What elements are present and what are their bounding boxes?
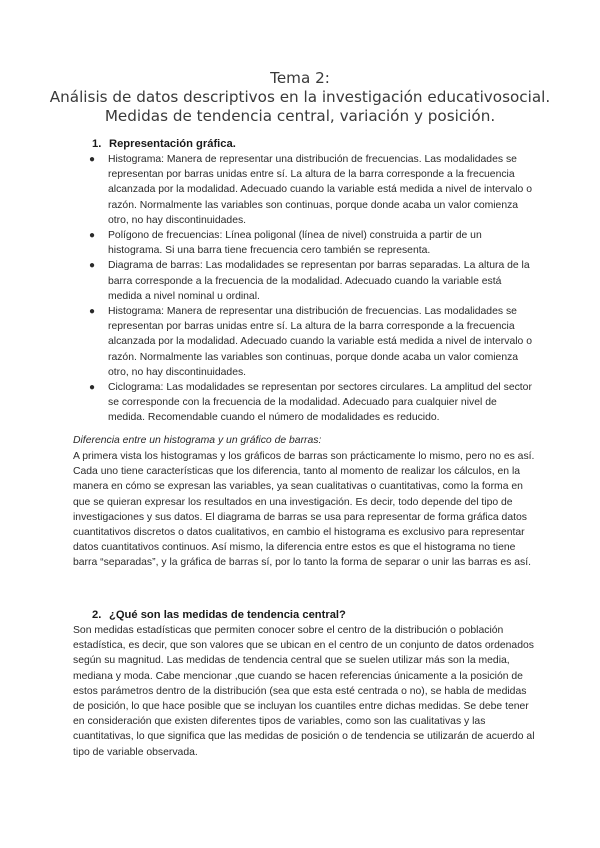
list-item	[89, 258, 533, 304]
title-line-3: Medidas de tendencia central, variación y posición.	[104, 107, 496, 125]
bullet-list	[89, 152, 533, 426]
section-1-heading	[92, 137, 236, 152]
bullet-dot-icon: ●	[89, 230, 96, 242]
list-item-text: Histograma: Manera de representar una distribución de frecuencias. Las modalidades se representan por barras unidas entre sí. La altura de la barra corresponde a la frecuencia alcanzada por la modalidad. Adecuado cuando la variable está medida a nivel de intervalo o razón. Normalmente las variables son continuas, porque donde acaba un valor comienza otro, no hay discontinuidades.	[108, 154, 532, 226]
list-item-text: Polígono de frecuencias: Línea poligonal (línea de nivel) construida a partir de un histograma. Si una barra tiene frecuencia cero también se representa.	[108, 230, 482, 257]
section-1-title: Representación gráfica.	[109, 138, 236, 150]
list-item	[89, 304, 533, 380]
list-item-text: Ciclograma: Las modalidades se representan por sectores circulares. La amplitud del sector se corresponde con la frecuencia de la modalidad. Adecuado para cualquier nivel de medida. Recomendable cuando el número de modalidades es reducido.	[108, 382, 532, 424]
list-item	[89, 152, 533, 228]
bullet-dot-icon: ●	[89, 154, 96, 165]
list-item	[89, 380, 533, 426]
list-item-text: Histograma: Manera de representar una distribución de frecuencias. Las modalidades se representan por barras unidas entre sí. La altura de la barra corresponde a la frecuencia alcanzada por la modalidad. Adecuado cuando la variable está medida a nivel de intervalo o razón. Normalmente las variables son continuas, porque donde acaba un valor comienza otro, no hay discontinuidades.	[108, 306, 532, 378]
bullet-dot-icon: ●	[89, 382, 96, 394]
bullet-dot-icon: ●	[89, 306, 96, 318]
title-line-2: Análisis de datos descriptivos en la investigación educativosocial.	[49, 88, 551, 106]
section-2-number: 2.	[92, 609, 102, 621]
list-item	[89, 228, 533, 258]
section-1-number: 1.	[92, 138, 102, 150]
title-line-1: Tema 2:	[270, 69, 330, 87]
section-2-title: ¿Qué son las medidas de tendencia central?	[109, 609, 346, 621]
comparison-subheading: Diferencia entre un histograma y un gráfico de barras:	[73, 435, 322, 446]
list-item-text: Diagrama de barras: Las modalidades se representan por barras separadas. La altura de la barra corresponde a la frecuencia de la modalidad. Adecuado cuando la variable está medida a nivel nominal u ordinal.	[108, 260, 530, 302]
section-2-heading	[92, 608, 346, 623]
comparison-paragraph: A primera vista los histogramas y los gráficos de barras son prácticamente lo mismo, pero no es así. Cada uno tiene características que los diferencia, tanto al momento de realizar los cálculos, en la manera en cómo se expresan las variables, ya sean cualitativas o cuantitativas, como la forma en que se quieran expresar los resultados en una investigación. Es decir, todo depende del tipo de investigaciones y sus datos. El diagrama de barras se usa para representar de forma gráfica datos cuantitativos discretos o datos cualitativos, en cambio el histograma es exclusivo para representar datos cuantitativos continuos. Así mismo, la diferencia entre estos es que el histograma no tiene barra “separadas”, y la gráfica de barras sí, por lo tanto la forma de separar o unir las barras es así.	[73, 451, 535, 569]
document-title	[40, 69, 560, 126]
central-tendency-paragraph: Son medidas estadísticas que permiten conocer sobre el centro de la distribución o población estadística, es decir, que son valores que se ubican en el centro de un conjunto de datos ordenados según su magnitud. Las medidas de tendencia central que se suelen utilizar más son la media, mediana y moda. Cabe mencionar ,que cuando se hacen referencias únicamente a la posición de estos parámetros dentro de la distribución (sea que esta esté centrada o no), se habla de medidas de posición, lo que hace posible que se incluyan los cuantiles entre dichas medidas. Se debe tener en consideración que existen diferentes tipos de variables, como son las cualitativas y las cuantitativas, lo que significa que las medidas de posición o de tendencia se utilizarán de acuerdo al tipo de variable observada.	[73, 625, 535, 758]
bullet-dot-icon: ●	[89, 260, 96, 272]
